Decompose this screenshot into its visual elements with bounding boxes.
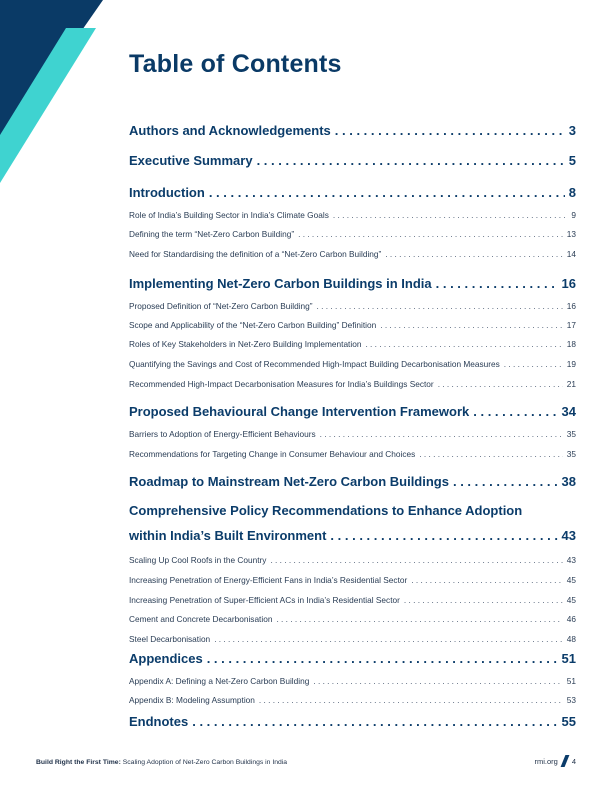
- footer-report-title: [36, 759, 287, 766]
- toc-subsection[interactable]: [129, 301, 576, 311]
- toc-subsection[interactable]: [129, 634, 576, 644]
- toc-entry-label: within India’s Built Environment: [129, 528, 327, 543]
- toc-subsection[interactable]: [129, 429, 576, 439]
- toc-section[interactable]: [129, 185, 576, 200]
- toc-subsection[interactable]: [129, 676, 576, 686]
- toc-entry-label: Executive Summary: [129, 153, 253, 168]
- toc-section[interactable]: [129, 474, 576, 489]
- dot-leader: [473, 404, 557, 419]
- toc-entry-page: 34: [561, 404, 576, 419]
- toc-subsection[interactable]: [129, 575, 576, 585]
- toc-entry-label: Appendix A: Defining a Net-Zero Carbon Building: [129, 676, 310, 686]
- toc-entry-page: 18: [566, 339, 576, 349]
- page-title: Table of Contents: [129, 50, 342, 78]
- toc-entry-page: 9: [571, 210, 576, 220]
- toc-subsection[interactable]: [129, 249, 576, 259]
- toc-subsection[interactable]: [129, 339, 576, 349]
- toc-entry-page: 55: [561, 714, 576, 729]
- toc-entry-label: Scope and Applicability of the “Net-Zero Carbon Building” Definition: [129, 320, 377, 330]
- toc-entry-page: 13: [566, 229, 576, 239]
- toc-entry-label: Steel Decarbonisation: [129, 634, 211, 644]
- toc-entry-label: Role of India’s Building Sector in India’s Climate Goals: [129, 210, 329, 220]
- toc-subsection[interactable]: [129, 614, 576, 624]
- toc-section[interactable]: [129, 276, 576, 291]
- dot-leader: [404, 595, 563, 605]
- toc-subsection[interactable]: [129, 449, 576, 459]
- toc-entry-label: Appendices: [129, 651, 203, 666]
- dot-leader: [207, 651, 558, 666]
- toc-entry-page: 16: [566, 301, 576, 311]
- toc-entry-page: 14: [566, 249, 576, 259]
- dot-leader: [320, 429, 563, 439]
- toc-entry-page: 35: [566, 429, 576, 439]
- dot-leader: [330, 528, 557, 543]
- toc-entry-label: Recommended High-Impact Decarbonisation Measures for India’s Buildings Sector: [129, 379, 434, 389]
- toc-entry-page: 19: [566, 359, 576, 369]
- toc-entry-page: 43: [561, 528, 576, 543]
- toc-entry-page: 21: [566, 379, 576, 389]
- toc-entry-page: 43: [566, 555, 576, 565]
- toc-entry-label: Increasing Penetration of Super-Efficient ACs in India’s Residential Sector: [129, 595, 400, 605]
- toc-subsection[interactable]: [129, 320, 576, 330]
- toc-entry-page: 46: [566, 614, 576, 624]
- toc-entry-label: Authors and Acknowledgements: [129, 123, 331, 138]
- toc-entry-page: 51: [561, 651, 576, 666]
- toc-entry-page: 48: [566, 634, 576, 644]
- toc-entry-label: Proposed Behavioural Change Intervention Framework: [129, 404, 470, 419]
- dot-leader: [365, 339, 562, 349]
- toc-section[interactable]: [129, 503, 576, 518]
- dot-leader: [313, 676, 562, 686]
- page-number: 4: [571, 756, 576, 766]
- toc-entry-label: Need for Standardising the definition of a “Net-Zero Carbon Building”: [129, 249, 382, 259]
- toc-subsection[interactable]: [129, 555, 576, 565]
- dot-leader: [298, 229, 563, 239]
- dot-leader: [214, 634, 563, 644]
- dot-leader: [504, 359, 563, 369]
- toc-entry-label: Endnotes: [129, 714, 189, 729]
- toc-entry-label: Roadmap to Mainstream Net-Zero Carbon Buildings: [129, 474, 449, 489]
- toc-subsection[interactable]: [129, 379, 576, 389]
- dot-leader: [380, 320, 563, 330]
- dot-leader: [209, 185, 565, 200]
- toc-section[interactable]: [129, 404, 576, 419]
- corner-decoration: [0, 0, 140, 200]
- toc-entry-page: 8: [568, 185, 576, 200]
- toc-entry-label: Barriers to Adoption of Energy-Efficient Behaviours: [129, 429, 316, 439]
- toc-entry-label: Appendix B: Modeling Assumption: [129, 695, 255, 705]
- toc-entry-label: Comprehensive Policy Recommendations to Enhance Adoption: [129, 503, 523, 518]
- dot-leader: [192, 714, 557, 729]
- slash-icon: [560, 755, 569, 767]
- dot-leader: [257, 153, 565, 168]
- dot-leader: [317, 301, 563, 311]
- toc-entry-page: 53: [566, 695, 576, 705]
- dot-leader: [385, 249, 562, 259]
- toc-subsection[interactable]: [129, 695, 576, 705]
- dot-leader: [276, 614, 562, 624]
- dot-leader: [453, 474, 558, 489]
- dot-leader: [259, 695, 563, 705]
- toc-entry-label: Cement and Concrete Decarbonisation: [129, 614, 273, 624]
- toc-entry-label: Introduction: [129, 185, 205, 200]
- toc-section[interactable]: [129, 123, 576, 138]
- toc-subsection[interactable]: [129, 229, 576, 239]
- dot-leader: [438, 379, 563, 389]
- toc-entry-page: 17: [566, 320, 576, 330]
- toc-entry-label: Recommendations for Targeting Change in Consumer Behaviour and Choices: [129, 449, 416, 459]
- toc-subsection[interactable]: [129, 210, 576, 220]
- footer-title-sub: Scaling Adoption of Net-Zero Carbon Buildings in India: [122, 759, 288, 766]
- toc-entry-page: 5: [568, 153, 576, 168]
- toc-section[interactable]: [129, 153, 576, 168]
- toc-subsection[interactable]: [129, 595, 576, 605]
- toc-entry-page: 45: [566, 575, 576, 585]
- toc-entry-page: 3: [568, 123, 576, 138]
- dot-leader: [335, 123, 565, 138]
- toc-entry-page: 35: [566, 449, 576, 459]
- toc-subsection[interactable]: [129, 359, 576, 369]
- toc-entry-label: Roles of Key Stakeholders in Net-Zero Building Implementation: [129, 339, 362, 349]
- toc-entry-label: Increasing Penetration of Energy-Efficient Fans in India’s Residential Sector: [129, 575, 408, 585]
- toc-section[interactable]: [129, 714, 576, 729]
- toc-section[interactable]: [129, 651, 576, 666]
- footer-right: [534, 755, 576, 767]
- dot-leader: [411, 575, 563, 585]
- toc-entry-page: 45: [566, 595, 576, 605]
- toc-entry-label: Proposed Definition of “Net-Zero Carbon Building”: [129, 301, 313, 311]
- dot-leader: [419, 449, 563, 459]
- dot-leader: [436, 276, 558, 291]
- dot-leader: [270, 555, 562, 565]
- dot-leader: [333, 210, 568, 220]
- toc-entry-page: 38: [561, 474, 576, 489]
- toc-section[interactable]: [129, 528, 576, 543]
- toc-entry-label: Implementing Net-Zero Carbon Buildings in India: [129, 276, 432, 291]
- toc-entry-page: 16: [561, 276, 576, 291]
- footer-site[interactable]: rmi.org: [534, 756, 558, 766]
- toc-entry-page: 51: [566, 676, 576, 686]
- toc-entry-label: Scaling Up Cool Roofs in the Country: [129, 555, 267, 565]
- footer-title-main: Build Right the First Time:: [36, 759, 121, 766]
- toc-entry-label: Defining the term “Net-Zero Carbon Building”: [129, 229, 295, 239]
- toc-entry-label: Quantifying the Savings and Cost of Recommended High-Impact Building Decarbonisation Measures: [129, 359, 500, 369]
